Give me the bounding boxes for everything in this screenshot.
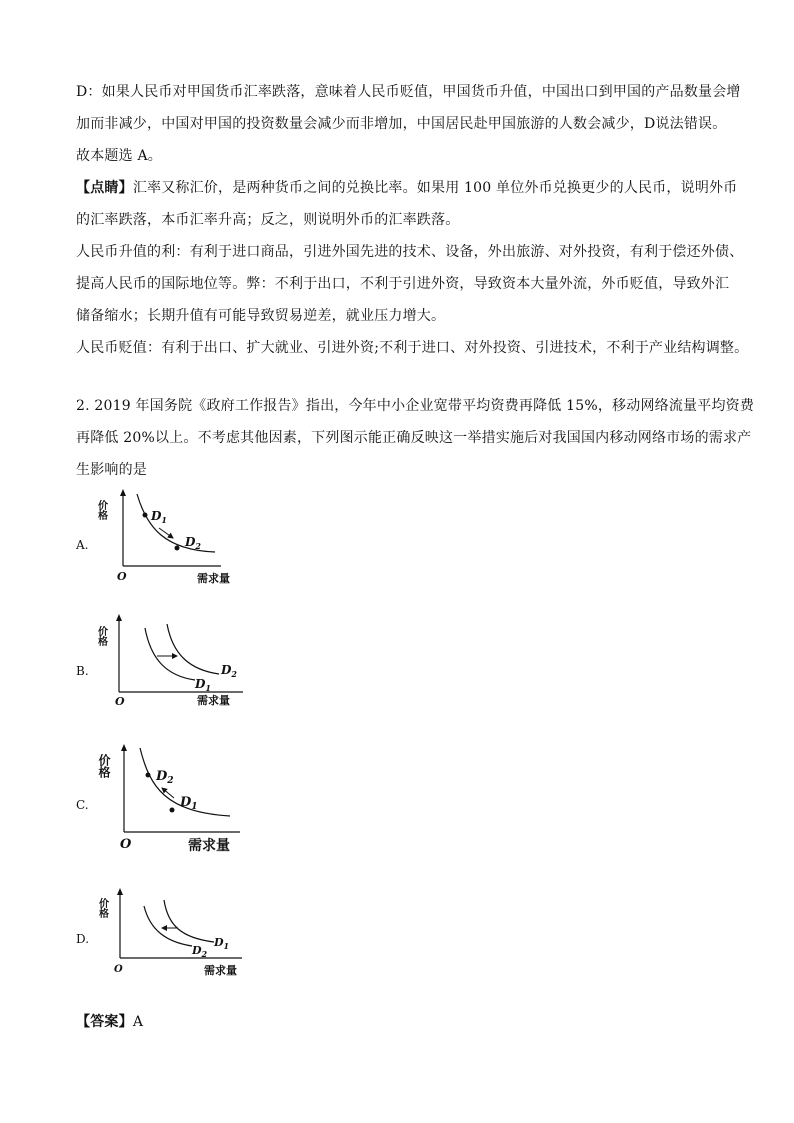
origin-label: O	[115, 695, 125, 708]
analysis-line: 加而非减少，中国对甲国的投资数量会减少而非增加，中国居民赴甲国旅游的人数会减少，D说法错误。	[76, 116, 727, 132]
tip-line: 人民币升值的利：有利于进口商品，引进外国先进的技术、设备，外出旅游、对外投资，有利于偿还外债、	[76, 244, 744, 260]
curve-label-d2: $D_2$	[221, 663, 237, 679]
tip-line: 人民币贬值：有利于出口、扩大就业、引进外资;不利于进口、对外投资、引进技术，不利于产业结构调整。	[76, 340, 749, 356]
y-axis-label: 价格	[97, 754, 111, 778]
question-line: 再降低 20%以上。不考虑其他因素，下列图示能正确反映这一举措实施后对我国国内移动网络市场的需求产	[76, 430, 752, 446]
origin-label: O	[117, 570, 127, 583]
answer-value: A	[132, 1014, 144, 1030]
demand-curve-d2	[144, 906, 192, 946]
option-label-d: D.	[76, 932, 90, 946]
point-d1	[170, 808, 175, 813]
curve-label-d1: $D_1$	[151, 509, 167, 525]
demand-graph-d	[96, 886, 246, 978]
tip-tag: 【点睛】	[76, 180, 133, 196]
x-axis-label: 需求量	[204, 964, 237, 977]
tip-line: 的汇率跌落，本币汇率升高；反之，则说明外币的汇率跌落。	[76, 212, 460, 228]
curve-label-d2: $D_2$	[156, 769, 174, 786]
y-axis-label: 价格	[95, 626, 107, 646]
curve-label-d1: $D_1$	[180, 795, 198, 812]
answer-tag: 【答案】	[76, 1014, 133, 1030]
demand-curve-d1	[164, 900, 214, 942]
point-d2	[146, 773, 151, 778]
demand-graph-c	[98, 742, 258, 854]
y-axis	[121, 744, 127, 832]
analysis-line: D：如果人民币对甲国货币汇率跌落，意味着人民币贬值，甲国货币升值，中国出口到甲国的产品数量会增	[76, 84, 741, 100]
curve-label-d2: $D_2$	[192, 944, 208, 959]
tip-line: 提高人民币的国际地位等。弊：不利于出口，不利于引进外资，导致资本大量外流，外币贬值，导致外汇	[76, 276, 730, 292]
y-axis-label: 价格	[95, 500, 107, 520]
movement-arrow	[162, 788, 174, 798]
x-axis-label: 需求量	[197, 572, 230, 585]
demand-curve-d2	[167, 624, 219, 674]
x-axis-label: 需求量	[188, 838, 230, 854]
point-d1	[143, 513, 148, 518]
curve-label-d1: $D_1$	[195, 677, 211, 693]
point-d2	[175, 546, 180, 551]
curve-label-d1: $D_1$	[214, 936, 230, 951]
analysis-line: 故本题选 A。	[76, 148, 162, 164]
tip-line: 储备缩水；长期升值有可能导致贸易逆差，就业压力增大。	[76, 308, 446, 324]
demand-curve	[137, 494, 215, 552]
answer-line	[76, 1012, 143, 1032]
tip-paragraph	[76, 178, 737, 198]
option-label-a: A.	[76, 538, 89, 552]
option-label-c: C.	[76, 798, 89, 812]
curve-label-d2: $D_2$	[185, 535, 201, 551]
option-label-b: B.	[76, 664, 89, 678]
y-axis	[116, 614, 122, 692]
y-axis	[117, 888, 123, 958]
origin-label: O	[114, 964, 123, 975]
tip-text: 汇率又称汇价，是两种货币之间的兑换比率。如果用 100 单位外币兑换更少的人民币，说明外币	[132, 180, 738, 196]
demand-graph-b	[95, 612, 245, 712]
origin-label: O	[120, 837, 132, 852]
y-axis	[120, 489, 126, 566]
question-line: 2. 2019 年国务院《政府工作报告》指出，今年中小企业宽带平均资费再降低 15%，移动网络流量平均资费	[76, 398, 755, 414]
question-line: 生影响的是	[76, 462, 147, 478]
demand-graph-a	[95, 488, 245, 588]
y-axis-label: 价格	[96, 898, 108, 918]
movement-arrow	[159, 528, 173, 538]
x-axis-label: 需求量	[197, 694, 230, 707]
